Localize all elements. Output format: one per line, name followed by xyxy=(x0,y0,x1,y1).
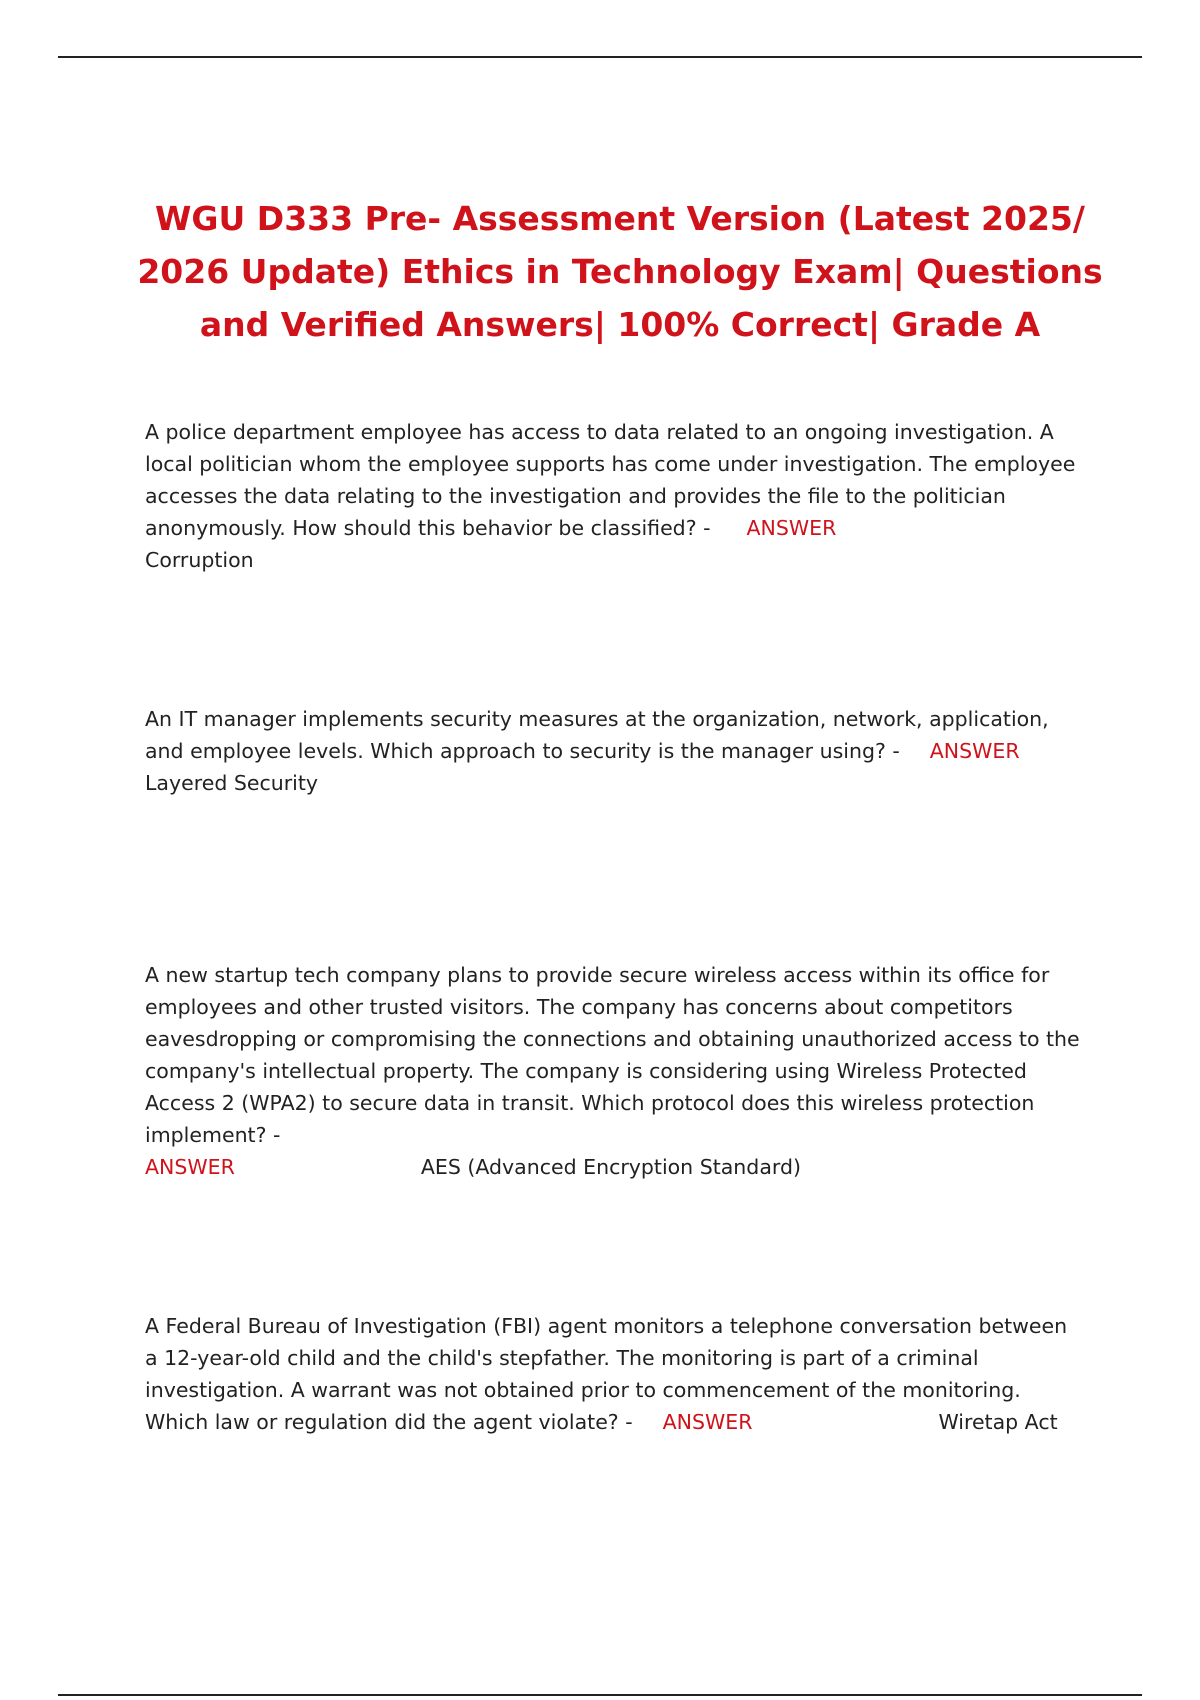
question-text: A Federal Bureau of Investigation (FBI) agent monitors a telephone conversation between a 12-year-old child and the child's stepfather. The monitoring is part of a criminal investigation. A warrant was not obtained prior to commencement of the monitoring. Which law or regulation did the agent violate? - xyxy=(145,1314,1068,1434)
answer-label: ANSWER xyxy=(145,1155,235,1179)
top-rule xyxy=(58,56,1142,58)
answer-text: AES (Advanced Encryption Standard) xyxy=(420,1155,801,1179)
document-title: WGU D333 Pre- Assessment Version (Latest 2025/ 2026 Update) Ethics in Technology Exam| Questions and Verified Answers| 100% Correct| Grade A xyxy=(137,199,1103,344)
answer-text: Wiretap Act xyxy=(938,1410,1058,1434)
answer-text: Corruption xyxy=(145,548,254,572)
question-text: An IT manager implements security measures at the organization, network, application, and employee levels. Which approach to security is the manager using? - xyxy=(145,707,1049,763)
question-block xyxy=(145,703,1080,799)
question-text: A police department employee has access to data related to an ongoing investigation. A local politician whom the employee supports has come under investigation. The employee accesses the data relating to the investigation and provides the file to the politician anonymously. How should this behavior be classified? - xyxy=(145,420,1076,540)
question-text: A new startup tech company plans to provide secure wireless access within its office for employees and other trusted visitors. The company has concerns about competitors eavesdropping or compromising the connections and obtaining unauthorized access to the company's intellectual property. The company is considering using Wireless Protected Access 2 (WPA2) to secure data in transit. Which protocol does this wireless protection implement? - xyxy=(145,963,1080,1147)
answer-label: ANSWER xyxy=(929,739,1020,763)
answer-label: ANSWER xyxy=(662,1410,753,1434)
answer-text: Layered Security xyxy=(145,771,319,795)
question-block xyxy=(145,1310,1080,1438)
bottom-rule xyxy=(58,1694,1142,1696)
answer-label: ANSWER xyxy=(746,516,837,540)
question-block xyxy=(145,959,1080,1183)
question-block xyxy=(145,416,1080,576)
